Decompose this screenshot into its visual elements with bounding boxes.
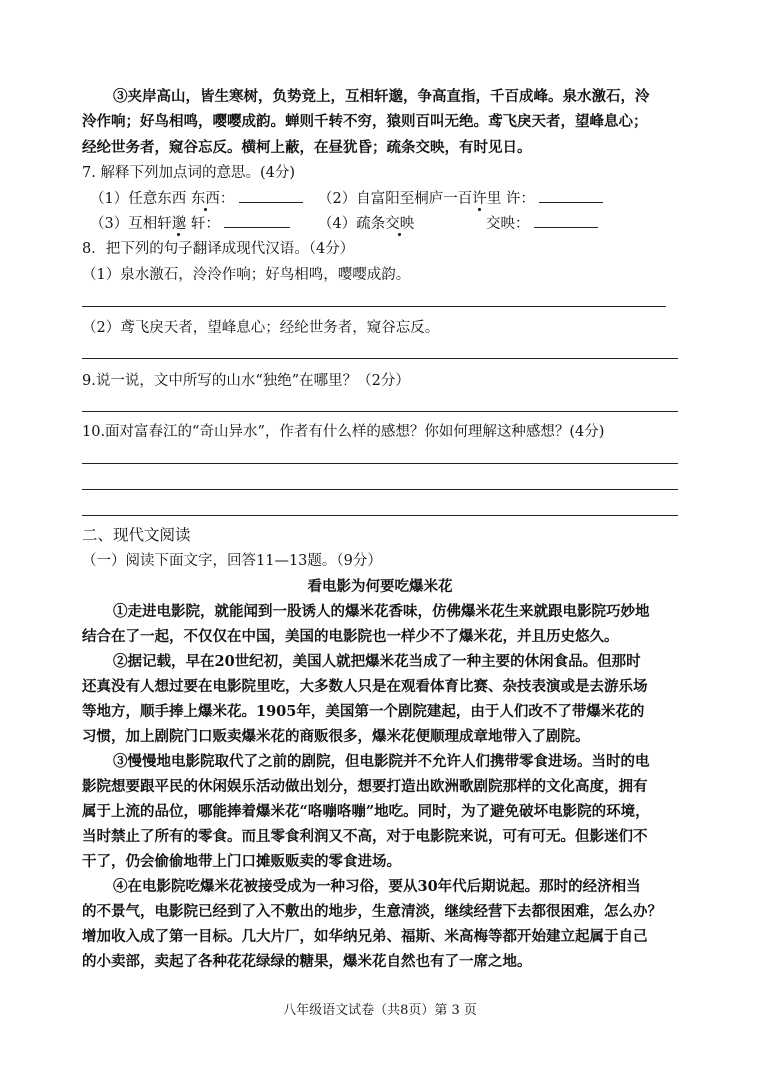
q7-item1-prefix: （1）任意东西: [90, 191, 191, 207]
q9-prompt: 9.说一说，文中所写的山水“独绝”在哪里？（2分）: [82, 373, 410, 389]
q7-prompt: 7. 解释下列加点词的意思。(4分): [82, 165, 295, 181]
q8-sentence-2: （2）鸢飞戾天者，望峰息心；经纶世务者，窥谷忘反。: [82, 320, 440, 336]
article-line: 干了，仍会偷偷地带上门口摊贩贩卖的零食进场。: [82, 853, 401, 870]
q7-item3-prefix: （3）互相轩: [90, 216, 172, 232]
section-heading: 二、现代文阅读: [82, 526, 191, 544]
q8-sentence-1: （1）泉水激石，泠泠作响；好鸟相鸣，嘤嘤成韵。: [82, 267, 411, 283]
page-footer: 八年级语文试卷（共8页）第 3 页: [283, 1003, 477, 1018]
article-line: ④在电影院吃爆米花被接受成为一种习俗，要从30年代后期说起。那时的经济相当: [113, 878, 641, 895]
q9-answer-line[interactable]: [82, 411, 678, 412]
q8-answer-line-1[interactable]: [82, 306, 666, 307]
q7-item4-term: 交映：: [486, 216, 530, 232]
article-line: 的不景气，电影院已经到了入不敷出的地步，生意清淡，继续经营下去都很困难，怎么办？: [82, 903, 662, 920]
q8-prompt: 8．把下列的句子翻译成现代汉语。（4分）: [82, 241, 355, 257]
q7-item3-answer-blank[interactable]: [224, 227, 290, 228]
q7-item4-dotted: 交映: [385, 216, 415, 232]
passage-line-3: 经纶世务者，窥谷忘反。横柯上蔽，在昼犹昏；疏条交映，有时见日。: [82, 139, 532, 156]
article-line: 还真没有人想过要在电影院里吃，大多数人只是在观看体育比赛、杂技表演或是去游乐场: [82, 678, 648, 695]
article-line: ③慢慢地电影院取代了之前的剧院，但电影院并不允许人们携带零食进场。当时的电: [113, 753, 650, 770]
q10-answer-line-2[interactable]: [82, 489, 678, 490]
passage-line-1: ③夹岸高山，皆生寒树，负势竞上，互相轩邈，争高直指，千百成峰。泉水激石，泠: [113, 88, 650, 105]
article-line: 当时禁止了所有的零食。而且零食利润又不高，对于电影院来说，可有可无。但影迷们不: [82, 828, 648, 845]
article-line: ①走进电影院，就能闻到一股诱人的爆米花香味，仿佛爆米花生来就跟电影院巧妙地: [113, 603, 650, 620]
q7-item2-answer-blank[interactable]: [539, 202, 603, 203]
article-line: 增加收入成了第一目标。几大片厂，如华纳兄弟、福斯、米高梅等都开始建立起属于自己: [82, 928, 648, 945]
q10-answer-line-3[interactable]: [82, 515, 678, 516]
article-line: ②据记载，早在20世纪初，美国人就把爆米花当成了一种主要的休闲食品。但那时: [113, 653, 641, 670]
subsection-instruction: （一）阅读下面文字，回答11—13题。（9分）: [82, 553, 382, 569]
article-line: 影院想要跟平民的休闲娱乐活动做出划分，想要打造出欧洲歌剧院那样的文化高度，拥有: [82, 778, 648, 795]
article-line: 等地方，顺手捧上爆米花。1905年，美国第一个剧院建起，由于人们改不了带爆米花的: [82, 703, 645, 720]
q7-item3-dotted: 邈: [171, 216, 187, 232]
q7-item4-answer-blank[interactable]: [534, 227, 598, 228]
q10-prompt: 10.面对富春江的“奇山异水”，作者有什么样的感想？你如何理解这种感想？(4分): [82, 424, 605, 440]
q7-item2-suffix: 里 许：: [486, 191, 535, 207]
passage-line-2: 泠作响；好鸟相鸣，嘤嘤成韵。蝉则千转不穷，猿则百叫无绝。鸢飞戾天者，望峰息心；: [82, 113, 648, 130]
q7-item1-suffix: ：: [219, 191, 235, 207]
q7-item2-prefix: （2）自富阳至桐庐一百: [318, 191, 473, 207]
article-line: 属于上流的品位，哪能捧着爆米花“咯嘣咯嘣”地吃。同时，为了避免破坏电影院的环境，: [82, 803, 650, 820]
q10-answer-line-1[interactable]: [82, 463, 678, 464]
article-title: 看电影为何要吃爆米花: [307, 578, 453, 595]
q7-item2-dotted: 许: [472, 191, 487, 207]
q7-item1-answer-blank[interactable]: [239, 202, 303, 203]
article-line: 习惯，加上剧院门口贩卖爆米花的商贩很多，爆米花便顺理成章地带入了剧院。: [82, 728, 590, 745]
q7-item3-suffix: 轩：: [186, 216, 220, 232]
q8-answer-line-2[interactable]: [82, 358, 678, 359]
q7-item4-prefix: （4）疏条: [318, 216, 386, 232]
article-line: 结合在了一起，不仅仅在中国，美国的电影院也一样少不了爆米花，并且历史悠久。: [82, 628, 619, 645]
q7-item1-dotted: 东西: [190, 191, 220, 207]
article-line: 的小卖部，卖起了各种花花绿绿的糖果，爆米花自然也有了一席之地。: [82, 953, 532, 970]
